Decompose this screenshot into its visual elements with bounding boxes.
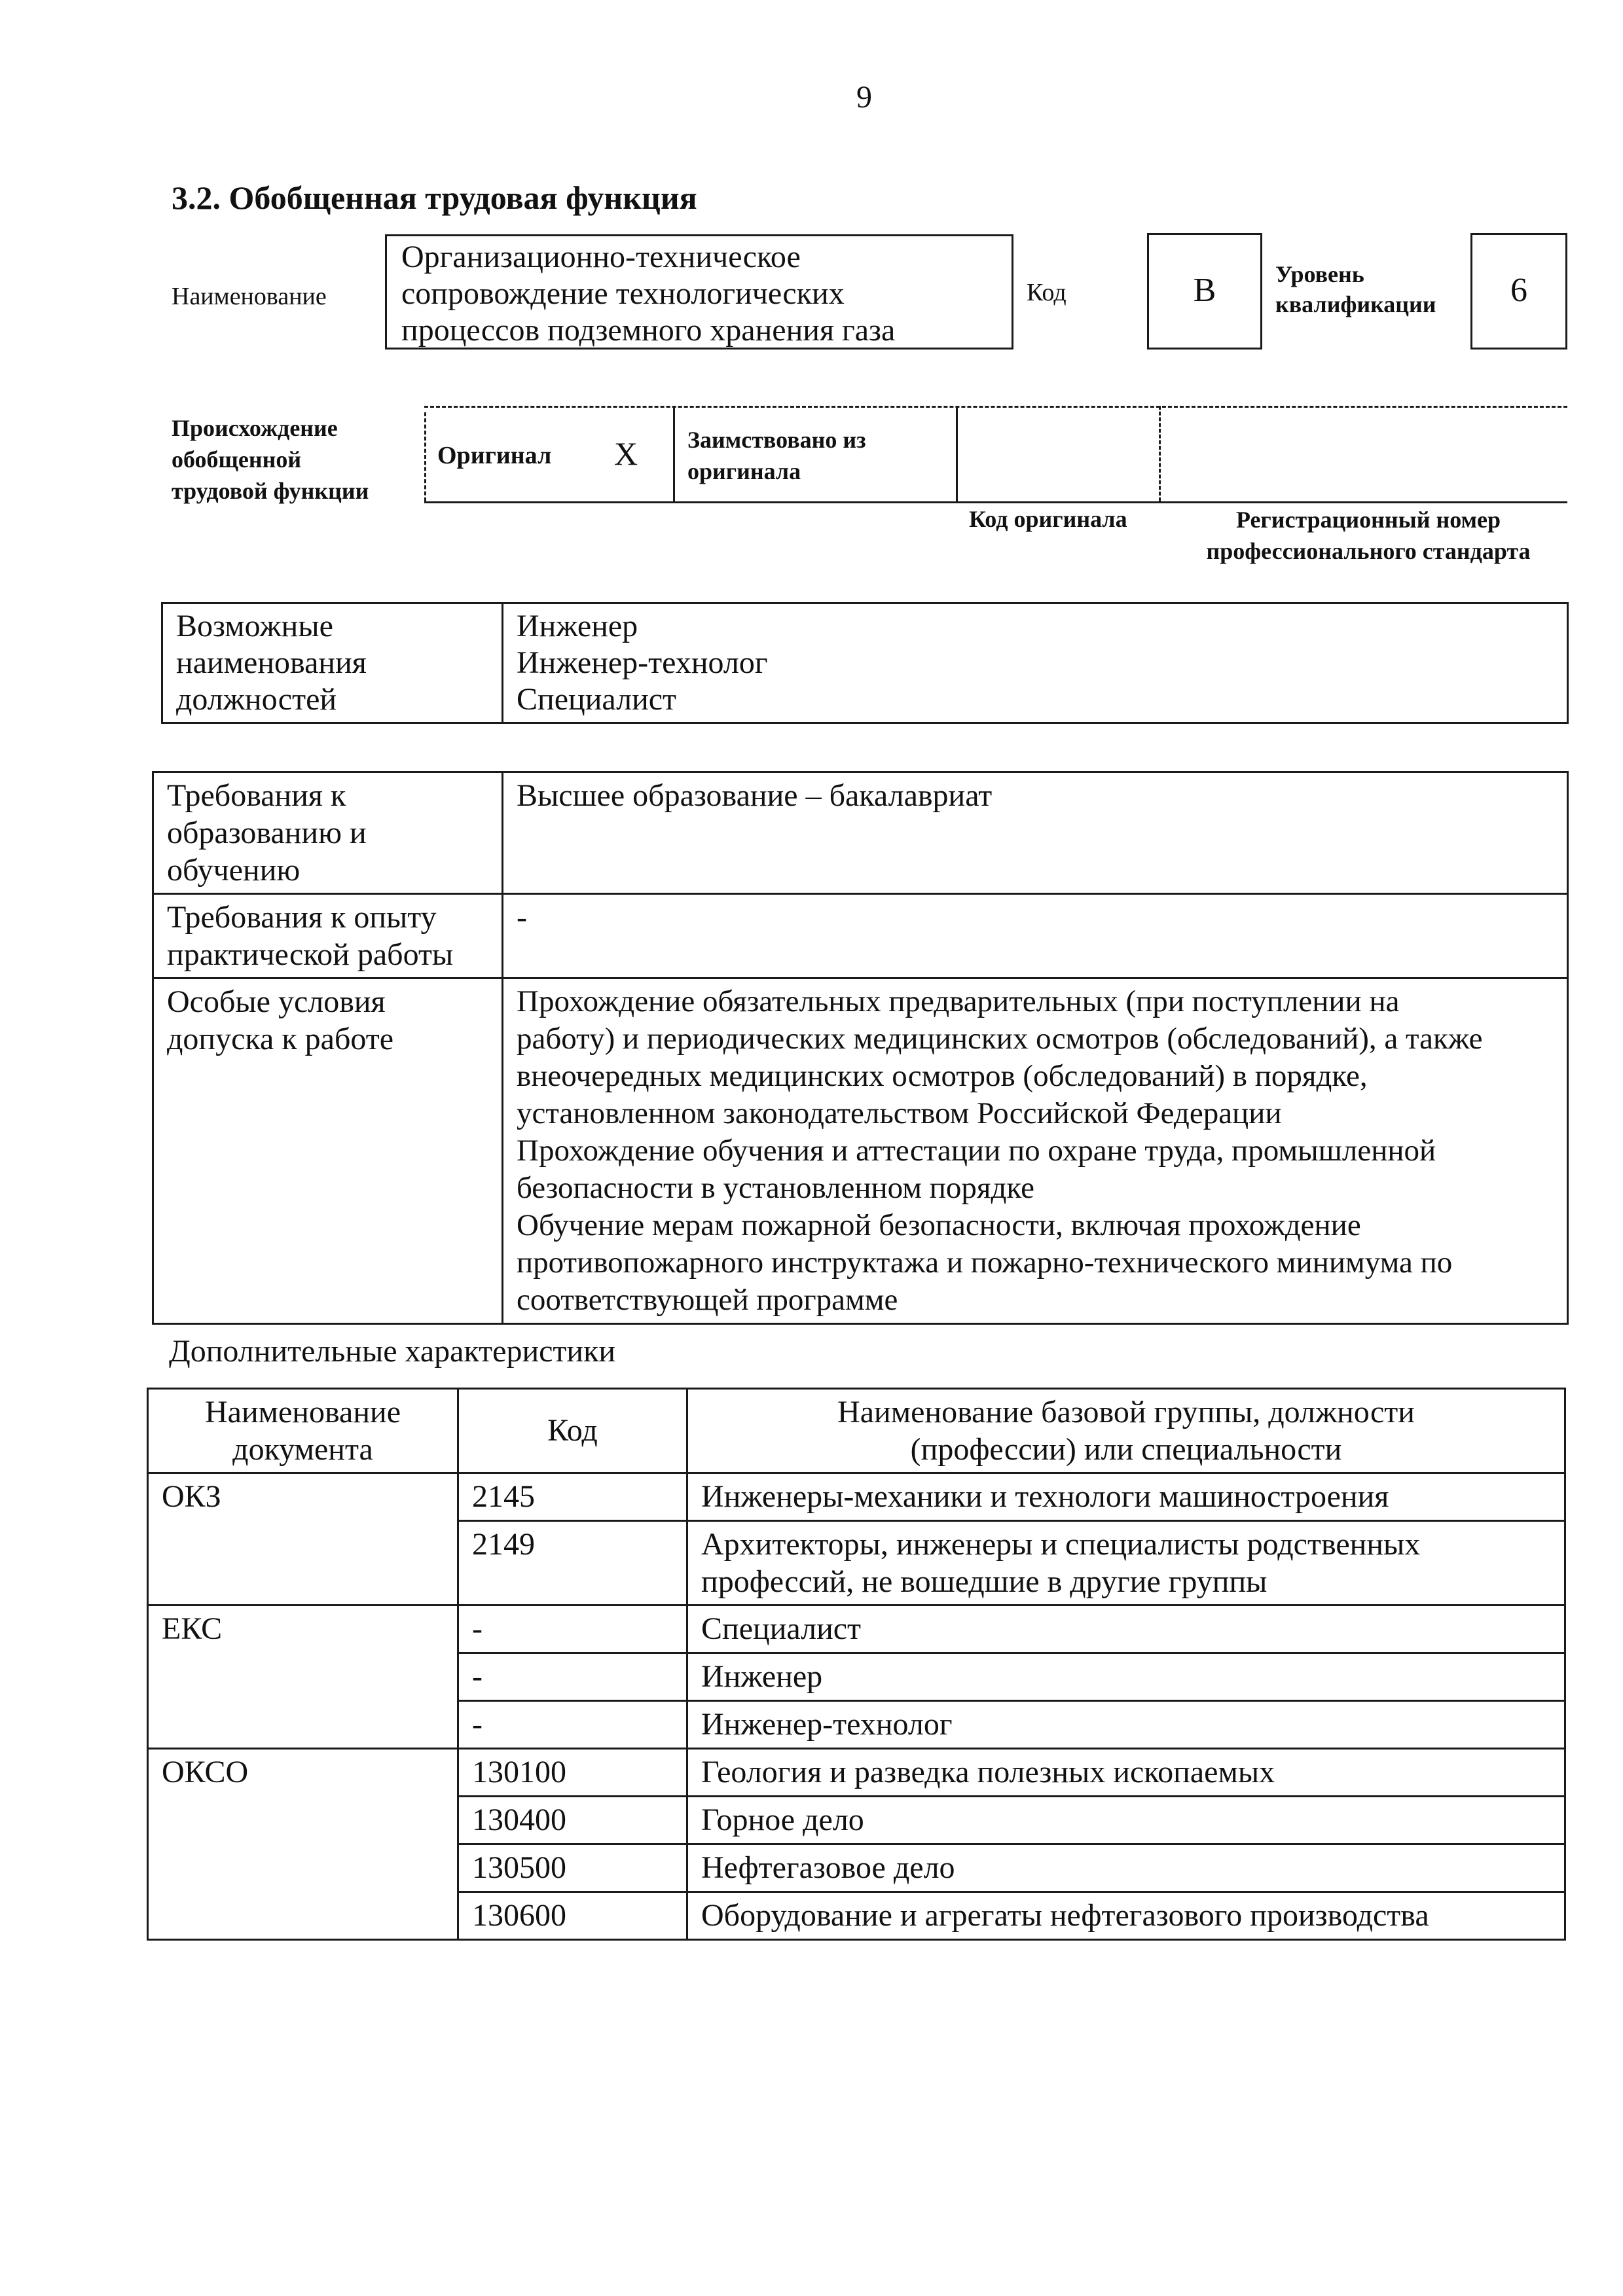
code-original-caption: Код оригинала xyxy=(969,506,1127,532)
name-cell: Специалист xyxy=(687,1605,1565,1653)
name-cell: Архитекторы, инженеры и специалисты родственных профессий, не вошедшие в другие группы xyxy=(687,1521,1565,1605)
name-cell: Инженеры-механики и технологи машиностроения xyxy=(687,1473,1565,1521)
header-code: Код xyxy=(458,1389,687,1473)
code-cell: - xyxy=(458,1605,687,1653)
requirement-row xyxy=(153,772,1568,894)
name-cell: Горное дело xyxy=(687,1797,1565,1844)
name-box xyxy=(385,234,1013,350)
borrowed-label: Заимствовано из оригинала xyxy=(687,427,866,484)
table-row xyxy=(148,1749,1565,1797)
code-cell: 130600 xyxy=(458,1892,687,1940)
code-cell: - xyxy=(458,1653,687,1701)
origin-label: Происхождение обобщенной трудовой функции xyxy=(172,415,369,504)
table-row xyxy=(148,1605,1565,1653)
name-cell: Оборудование и агрегаты нефтегазового производства xyxy=(687,1892,1565,1940)
page-number: 9 xyxy=(856,80,872,115)
requirement-label: Требования к опыту практической работы xyxy=(153,894,503,978)
requirement-row xyxy=(153,894,1568,978)
origin-top-line xyxy=(424,406,1567,408)
level-value: 6 xyxy=(1510,272,1527,309)
name-value: Организационно-техническое сопровождение технологических процессов подземного хранения газа xyxy=(401,240,896,348)
additional-table xyxy=(147,1388,1566,1941)
requirement-value: - xyxy=(503,894,1568,978)
code-box xyxy=(1147,233,1262,350)
table-row xyxy=(148,1473,1565,1521)
level-label: Уровень квалификации xyxy=(1275,261,1436,317)
code-cell: - xyxy=(458,1701,687,1749)
additional-title: Дополнительные характеристики xyxy=(169,1334,616,1369)
doc-cell: ОКЗ xyxy=(148,1473,458,1605)
code-label: Код xyxy=(1027,279,1067,306)
original-mark: X xyxy=(614,435,638,472)
requirement-label: Особые условия допуска к работе xyxy=(153,978,503,1324)
original-label: Оригинал xyxy=(437,442,552,469)
origin-divider-left xyxy=(424,412,426,501)
name-cell: Геология и разведка полезных ископаемых xyxy=(687,1749,1565,1797)
reg-number-caption: Регистрационный номер профессионального стандарта xyxy=(1206,507,1531,564)
section-title: 3.2. Обобщенная трудовая функция xyxy=(172,179,697,216)
code-cell: 2149 xyxy=(458,1521,687,1605)
doc-cell: ОКСО xyxy=(148,1749,458,1940)
additional-header-row xyxy=(148,1389,1565,1473)
doc-cell: ЕКС xyxy=(148,1605,458,1749)
requirement-value: Высшее образование – бакалавриат xyxy=(503,772,1568,894)
code-cell: 2145 xyxy=(458,1473,687,1521)
header-doc: Наименование документа xyxy=(148,1389,458,1473)
code-cell: 130100 xyxy=(458,1749,687,1797)
name-label: Наименование xyxy=(172,283,327,310)
origin-divider-2 xyxy=(956,406,958,501)
name-cell: Инженер-технолог xyxy=(687,1701,1565,1749)
origin-divider-3 xyxy=(1159,406,1161,501)
positions-table xyxy=(161,602,1569,724)
level-box xyxy=(1470,233,1567,350)
code-cell: 130500 xyxy=(458,1844,687,1892)
name-cell: Инженер xyxy=(687,1653,1565,1701)
requirement-label: Требования к образованию и обучению xyxy=(153,772,503,894)
code-value: В xyxy=(1193,272,1216,309)
code-cell: 130400 xyxy=(458,1797,687,1844)
name-cell: Нефтегазовое дело xyxy=(687,1844,1565,1892)
positions-label: Возможные наименования должностей xyxy=(162,603,503,723)
requirements-table xyxy=(152,771,1569,1325)
requirement-value: Прохождение обязательных предварительных (при поступлении на работу) и периодических медицинских осмотров (обследований), а также внеочередных медицинских осмотров (обследований) в порядке, установленном законодательством Российской Федерации Прохождение обучения и аттестации по охране труда, промышленной безопасности в установленном порядке Обучение мерам пожарной безопасности, включая прохождение противопожарного инструктажа и пожарно-технического минимума по соответствующей программе xyxy=(503,978,1568,1324)
origin-divider-1 xyxy=(673,406,675,501)
origin-bottom-line xyxy=(424,501,1567,503)
positions-values: Инженер Инженер-технолог Специалист xyxy=(503,603,1568,723)
requirement-row xyxy=(153,978,1568,1324)
header-name: Наименование базовой группы, должности (профессии) или специальности xyxy=(687,1389,1565,1473)
